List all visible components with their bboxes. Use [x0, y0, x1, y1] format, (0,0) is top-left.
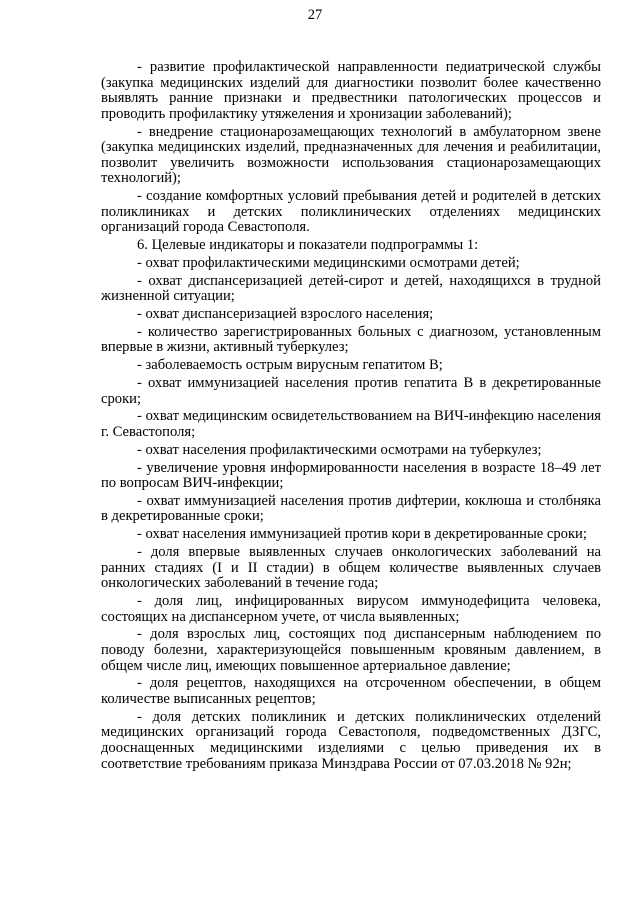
list-item: - охват иммунизацией населения против дифтерии, коклюша и столбняка в декретированные сроки;	[101, 492, 601, 525]
list-item: - охват иммунизацией населения против гепатита В в декретированные сроки;	[101, 374, 601, 407]
list-item: - заболеваемость острым вирусным гепатитом В;	[137, 357, 443, 374]
list-item: - доля впервые выявленных случаев онкологических заболеваний на ранних стадиях (I и II стадии) в общем количестве выявленных случаев онкологических заболеваний в течение года;	[101, 544, 601, 592]
paragraph-comfortable-conditions: - создание комфортных условий пребывания детей и родителей в детских поликлиниках и детских поликлинических отделениях медицинских организаций города Севастополя.	[101, 188, 601, 236]
list-item: - охват населения профилактическими осмотрами на туберкулез;	[137, 441, 542, 458]
list-item: - охват профилактическими медицинскими осмотрами детей;	[137, 254, 520, 271]
list-item: - доля рецептов, находящихся на отсроченном обеспечении, в общем количестве выписанных рецептов;	[101, 675, 601, 707]
list-item: - доля детских поликлиник и детских поликлинических отделений медицинских организаций города Севастополя, подведомственных ДЗГС, дооснащенных медицинскими изделиями с целью приведения их в соответствие требованиям приказа Минздрава России от 07.03.2018 № 92н;	[101, 708, 601, 772]
paragraph-indicators-heading: 6. Целевые индикаторы и показатели подпрограммы 1:	[137, 237, 479, 254]
list-item: - охват населения иммунизацией против кори в декретированные сроки;	[137, 526, 587, 543]
list-item: - охват диспансеризацией детей-сирот и детей, находящихся в трудной жизненной ситуации;	[101, 272, 601, 305]
list-item: - увеличение уровня информированности населения в возрасте 18–49 лет по вопросам ВИЧ-инфекции;	[101, 459, 601, 492]
page-number: 27	[307, 7, 323, 23]
paragraph-pediatric-prevention: - развитие профилактической направленности педиатрической службы (закупка медицинских изделий для диагностики позволит более качественно выявлять ранние признаки и предвестники патологических процессов и проводить профилактику утяжеления и хронизации заболеваний);	[101, 59, 601, 122]
list-item: - доля взрослых лиц, состоящих под диспансерным наблюдением по поводу болезни, характеризующейся повышенным кровяным давлением, в общем числе лиц, имеющих повышенное артериальное давление;	[101, 626, 601, 674]
body-text	[101, 60, 601, 774]
list-item: - доля лиц, инфицированных вирусом иммунодефицита человека, состоящих на диспансерном учете, от числа выявленных;	[101, 593, 601, 625]
paragraph-hospital-replacing-tech: - внедрение стационарозамещающих технологий в амбулаторном звене (закупка медицинских изделий, предназначенных для лечения и реабилитации, позволит увеличить возможности использования стационарозамещающих технологий);	[101, 123, 601, 187]
list-item: - количество зарегистрированных больных с диагнозом, установленным впервые в жизни, активный туберкулез;	[101, 323, 601, 356]
list-item: - охват медицинским освидетельствованием на ВИЧ-инфекцию населения г. Севастополя;	[101, 408, 601, 440]
list-item: - охват диспансеризацией взрослого населения;	[137, 306, 434, 323]
